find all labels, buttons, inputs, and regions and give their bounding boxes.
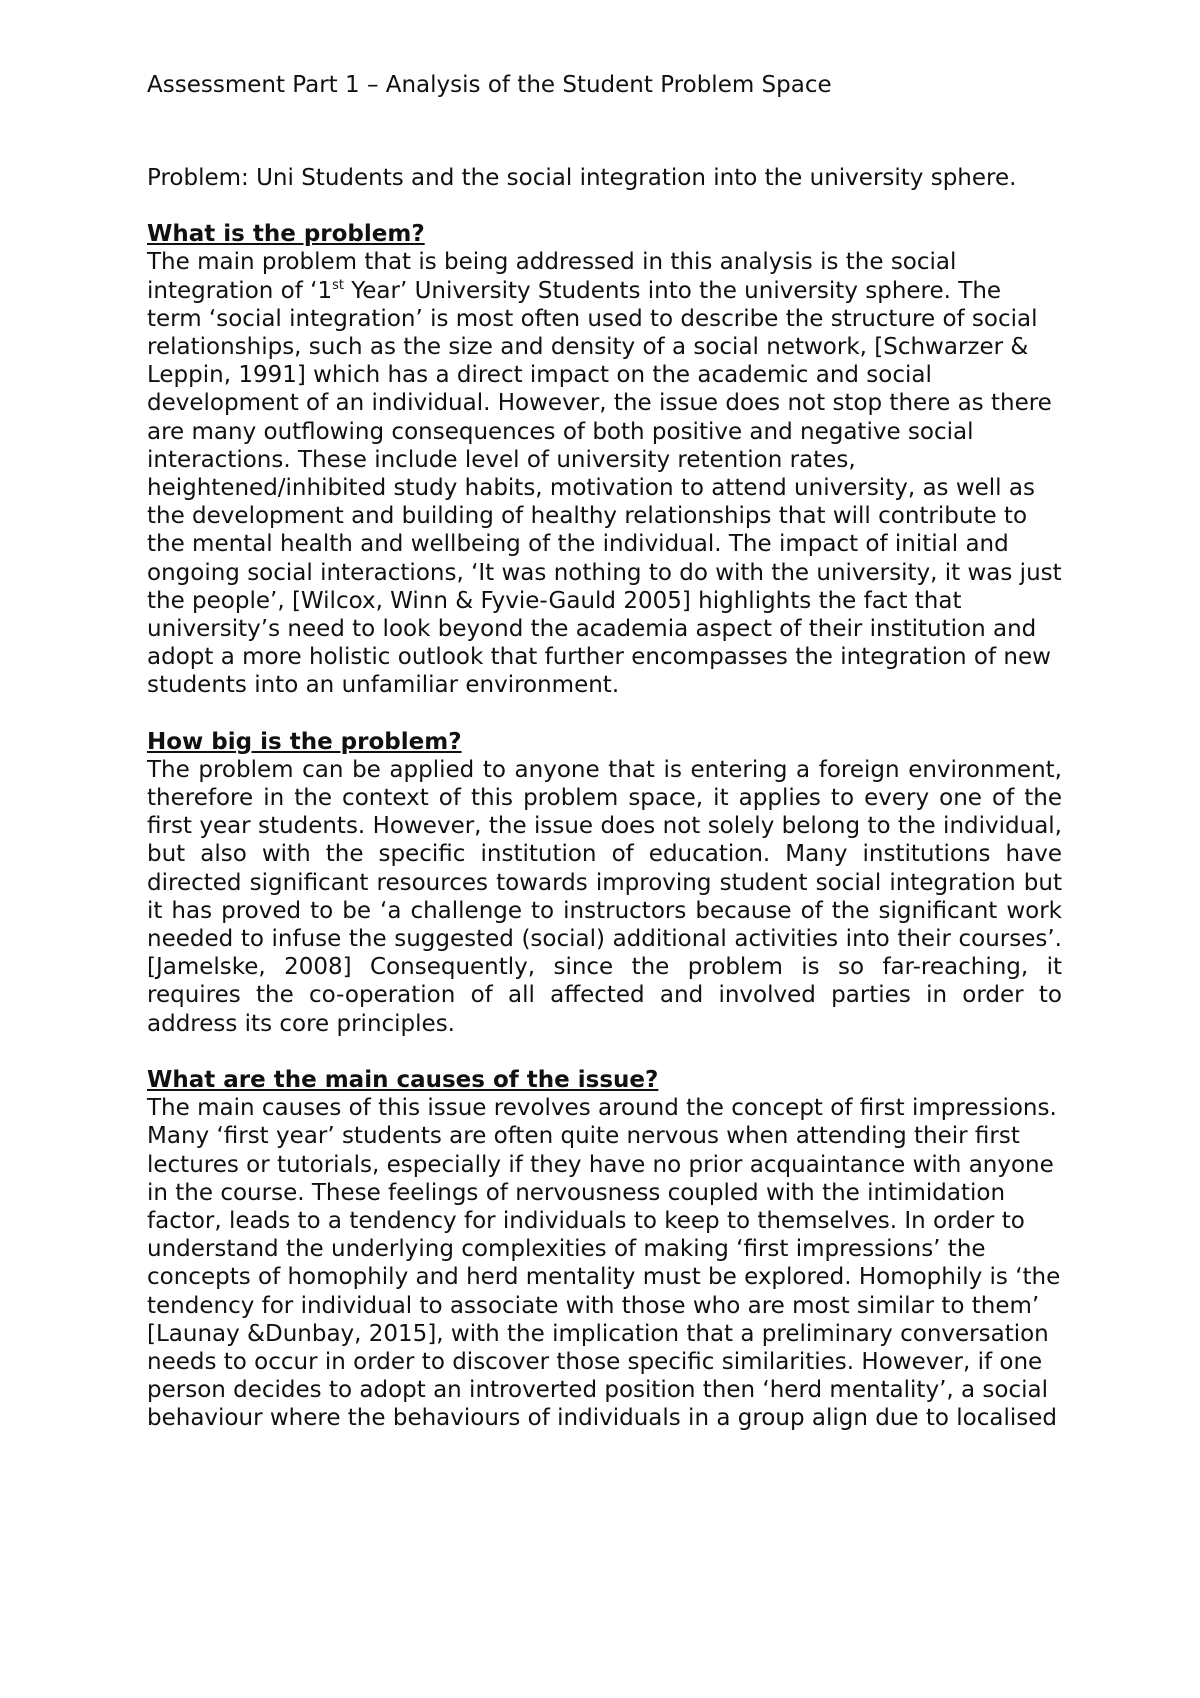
body-text: Year’ University Students into the university sphere. The term ‘social integration’ is most often used to describe the structure of social relationships, such as the size and density of a social network, [Schwarzer & Leppin, 1991] which has a direct impact on the academic and social development of an individual. However, the issue does not stop there as there are many outflowing consequences of both positive and negative social interactions. These include level of university retention rates, heightened/inhibited study habits, motivation to attend university, as well as the development and building of healthy relationships that will contribute to the mental health and wellbeing of the individual. The impact of initial and ongoing social interactions, ‘It was nothing to do with the university, it was just the people’, [Wilcox, Winn & Fyvie-Gauld 2005] highlights the fact that university’s need to look beyond the academia aspect of their institution and adopt a more holistic outlook that further encompasses the integration of new students into an unfamiliar environment.	[147, 277, 1062, 699]
section-heading: What are the main causes of the issue?	[147, 1066, 659, 1093]
section-heading: What is the problem?	[147, 221, 425, 248]
section-how-big-is-the-problem	[147, 728, 1062, 1038]
body-text: The main problem that is being addressed in this analysis is the social integration of ‘1	[147, 249, 957, 304]
section-body: The problem can be applied to anyone that is entering a foreign environment, therefore in the context of this problem space, it applies to every one of the first year students. However, the issue does not solely belong to the individual, but also with the specific institution of education. Many institutions have directed significant resources towards improving student social integration but it has proved to be ‘a challenge to instructors because of the significant work needed to infuse the suggested (social) additional activities into their courses’.[Jamelske, 2008] Consequently, since the problem is so far-reaching, it requires the co-operation of all affected and involved parties in order to address its core principles.	[147, 756, 1062, 1037]
section-body	[147, 248, 1062, 699]
section-what-is-the-problem	[147, 220, 1062, 699]
ordinal-superscript: st	[332, 277, 344, 293]
document-title: Assessment Part 1 – Analysis of the Student Problem Space	[147, 72, 832, 98]
section-heading: How big is the problem?	[147, 728, 462, 755]
section-body: The main causes of this issue revolves around the concept of first impressions. Many ‘first year’ students are often quite nervous when attending their first lectures or tutorials, especially if they have no prior acquaintance with anyone in the course. These feelings of nervousness coupled with the intimidation factor, leads to a tendency for individuals to keep to themselves. In order to understand the underlying complexities of making ‘first impressions’ the concepts of homophily and herd mentality must be explored. Homophily is ‘the tendency for individual to associate with those who are most similar to them’ [Launay &Dunbay, 2015], with the implication that a preliminary conversation needs to occur in order to discover those specific similarities. However, if one person decides to adopt an introverted position then ‘herd mentality’, a social behaviour where the behaviours of individuals in a group align due to localised	[147, 1095, 1061, 1432]
section-main-causes	[147, 1066, 1062, 1433]
document-content	[147, 68, 1062, 1433]
problem-statement: Problem: Uni Students and the social integration into the university sphere.	[147, 165, 1017, 191]
